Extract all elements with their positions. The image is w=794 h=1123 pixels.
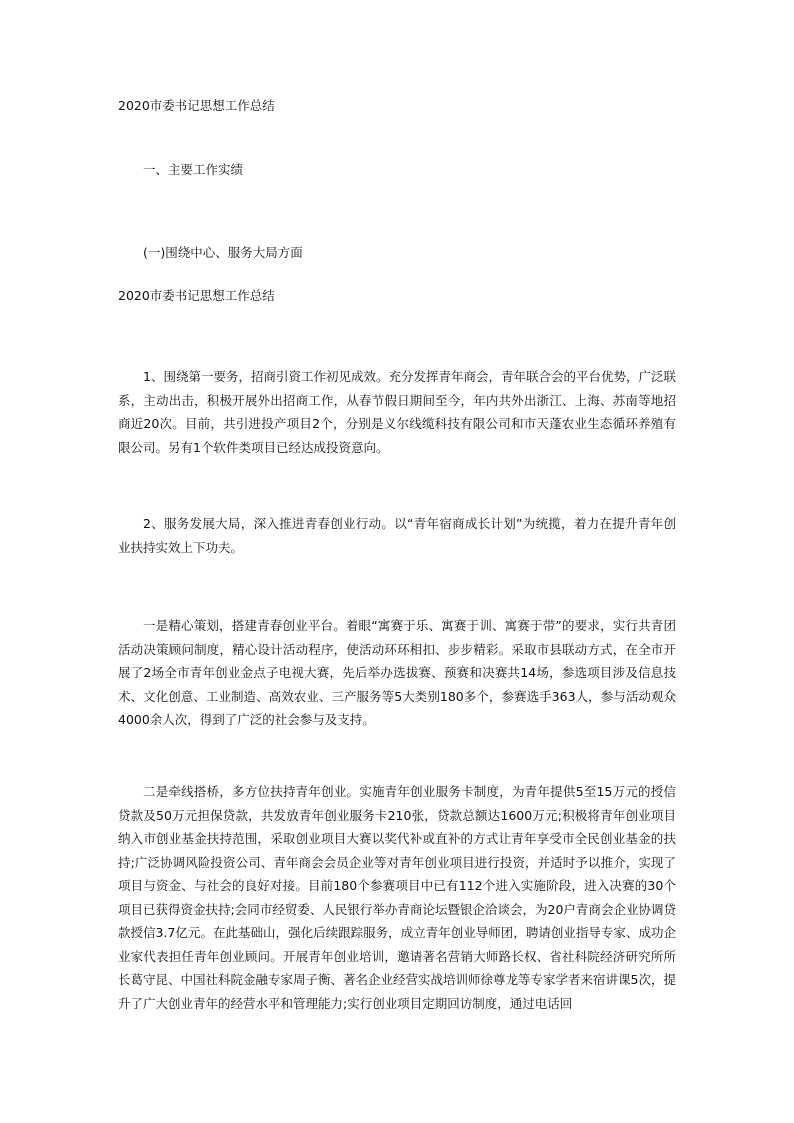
- section-heading: 一、主要工作实绩: [143, 162, 244, 177]
- paragraph-block: [118, 614, 676, 732]
- paragraph-block: [118, 365, 676, 459]
- paragraph-block: [118, 780, 676, 1015]
- paragraph: 1、围绕第一要务，招商引资工作初见成效。充分发挥青年商会，青年联合会的平台优势，广泛联系，主动出击，积极开展外出招商工作，从春节假日期间至今，年内共外出浙江、上海、苏南等地招商近20次。目前，共引进投产项目2个，分别是义尔线缆科技有限公司和市天蓬农业生态循环养殖有限公司。另有1个软件类项目已经达成投资意向。: [118, 369, 676, 455]
- subsection-heading: (一)围绕中心、服务大局方面: [143, 245, 303, 260]
- paragraph: 2、服务发展大局，深入推进青春创业行动。以“青年宿商成长计划”为统揽，着力在提升青年创业扶持实效上下功夫。: [118, 516, 676, 555]
- document-title-repeat: 2020市委书记思想工作总结: [118, 288, 275, 303]
- paragraph: 二是牵线搭桥，多方位扶持青年创业。实施青年创业服务卡制度，为青年提供5至15万元的授信贷款及50万元担保贷款，共发放青年创业服务卡210张，贷款总额达1600万元;积极将青年创业项目纳入市创业基金扶持范围，采取创业项目大赛以奖代补或直补的方式让青年享受市全民创业基金的扶持;广泛协调风险投资公司、青年商会会员企业等对青年创业项目进行投资，并适时予以推介，实现了项目与资金、与社会的良好对接。目前180个参赛项目中已有112个进入实施阶段，进入决赛的30个项目已获得资金扶持;会同市经贸委、人民银行举办青商论坛暨银企洽谈会，为20户青商会企业协调贷款授信3.7亿元。在此基础山，强化后续跟踪服务，成立青年创业导师团，聘请创业指导专家、成功企业家代表担任青年创业顾问。开展青年创业培训，邀请著名营销大师路长权、省社科院经济研究所所长葛守昆、中国社科院金融专家周子衡、著名企业经营实战培训师徐尊龙等专家学者来宿讲课5次，提升了广大创业青年的经营水平和管理能力;实行创业项目定期回访制度，通过电话回: [118, 784, 676, 1011]
- paragraph-block: [118, 512, 676, 559]
- document-title: 2020市委书记思想工作总结: [118, 98, 275, 113]
- paragraph: 一是精心策划，搭建青春创业平台。着眼“寓赛于乐、寓赛于训、寓赛于带”的要求，实行共青团活动决策顾问制度，精心设计活动程序，使活动环环相扣、步步精彩。采取市县联动方式，在全市开展了2场全市青年创业金点子电视大赛，先后举办选拔赛、预赛和决赛共14场，参选项目涉及信息技术、文化创意、工业制造、高效农业、三产服务等5大类别180多个，参赛选手363人，参与活动观众4000余人次，得到了广泛的社会参与及支持。: [118, 618, 676, 727]
